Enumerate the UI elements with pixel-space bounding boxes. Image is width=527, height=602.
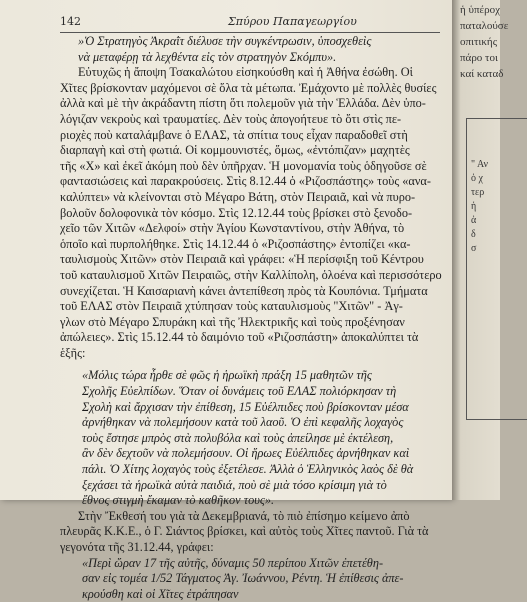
text-line: »Ὁ Στρατηγὸς Ἀκραῒτ διέλυσε τὴν συγκέντρωσιν, ὑποσχεθεὶς: [78, 34, 372, 48]
facing-text-fragment: οπιτικής: [460, 36, 498, 48]
text-line: τοῦ ΕΛΑΣ στὸν Πειραιᾶ χτύπησαν τοὺς καταυλισμοὺς "Χιτῶν" - Ἀγ-: [60, 299, 403, 314]
page-number: 142: [60, 15, 81, 28]
quote-line: πάλι. Ὁ Χίτης λοχαγὸς τοὺς ἐξετέλεσε. Ἀλλὰ ὁ Ἑλληνικὸς λαὸς δὲ θὰ: [82, 462, 414, 477]
quote-line: «Περὶ ὥραν 17 τῆς αὐτῆς, δύναμις 50 περίπου Χιτῶν ἐπετέθη-: [82, 555, 384, 570]
facing-page-box: [466, 118, 527, 420]
quote-line: ἂν δὲν δεχτοῦν νὰ πολεμήσουν. Οἱ ἥρωες Εὐέλπιδες ἀρνήθηκαν καὶ: [82, 446, 410, 461]
facing-page-edge: [452, 0, 509, 500]
text-line: τοῦ καταυλισμοῦ Χιτῶν Πειραιῶς, στὴν Καλλίπολη, ὁλοένα καὶ περισσότερο: [60, 267, 442, 282]
text-line: νὰ μεταφέρῃ τὰ λεχθέντα εἰς τὸν στρατηγὸν Σκόμπυ».: [78, 49, 337, 64]
running-head: Σπύρου Παπαγεωργίου: [228, 15, 357, 28]
text-line: πλευρᾶς Κ.Κ.Ε., ὁ Γ. Σιάντος βρίσκει, καὶ αὐτὸς τοὺς Χῖτες παντοῦ. Γιὰ τὰ: [60, 524, 429, 539]
text-line: ὁποῖο καὶ πυρπολήθηκε. Στὶς 14.12.44 ὁ «Ριζοσπάστης» ἐντοπίζει «κα-: [60, 236, 411, 251]
quote-line: Σχολὴ καὶ ἄρχισαν τὴν ἐπίθεση, 15 Εὐέλπιδες ποὺ βρίσκονταν μέσα: [82, 399, 409, 414]
text-line: Εὐτυχῶς ἡ ἄποψη Τσακαλώτου εἰσηκούσθη καὶ ἡ Ἀθήνα ἐσώθη. Οἱ: [78, 65, 413, 80]
body-text: [60, 34, 442, 602]
facing-box-fragment: δ: [471, 229, 476, 240]
facing-box-fragment: ἀ: [471, 215, 477, 226]
facing-box-fragment: τερ: [471, 187, 485, 198]
text-line: Στὴν Ἔκθεσή του γιὰ τὰ Δεκεμβριανά, τὸ πιὸ ἐπίσημο κείμενο ἀπὸ: [78, 508, 410, 523]
quote-line: ἀρνήθηκαν νὰ πολεμήσουν κατὰ τοῦ λαοῦ. Ὁ ἐπὶ κεφαλῆς λοχαγὸς: [82, 415, 404, 430]
quote-line: Σχολῆς Εὐελπίδων. Ὅταν οἱ δυνάμεις τοῦ ΕΛΑΣ πολιόρκησαν τὴ: [82, 384, 397, 399]
facing-text-fragment: παταλούσε: [460, 20, 509, 32]
text-line: καλύπτει» νὰ κλείνονται στὸ Μέγαρο Βάτη, στὸν Πειραιᾶ, καὶ νὰ πυρο-: [60, 189, 416, 204]
facing-box-fragment: ἡ: [471, 201, 477, 212]
text-line: ριοχὲς ποὺ καταλάμβανε ὁ ΕΛΑΣ, τὰ σπίτια τους εἶχαν παραδοθεῖ στὴ: [60, 127, 408, 142]
facing-box-fragment: ὁ χ: [471, 173, 483, 184]
text-line: λόγιζαν νεκροὺς καὶ τραυματίες. Δὲν τοὺς ἀπογοήτευε τὸ ὅτι στὶς πε-: [60, 111, 402, 126]
page-header: [60, 12, 440, 33]
text-line: διαρπαγὴ καὶ στὴ φωτιά. Οἱ κομμουνιστές, ὅμως, «ἐντόπιζαν» μαχητὲς: [60, 143, 410, 158]
quote-line: ξεχάσει τὰ ἡρωϊκὰ αὐτὰ παιδιά, ποὺ σὲ μιὰ τόσο κρίσιμη γιὰ τὸ: [82, 477, 387, 492]
text-line: γεγονότα τῆς 31.12.44, γράφει:: [60, 540, 214, 554]
text-line: ἑξῆς:: [60, 345, 86, 360]
quote-line: ἔθνος στιγμὴ ἔκαμαν τὸ καθῆκον τους».: [82, 493, 275, 508]
text-line: Χῖτες βρίσκονταν μαχόμενοι σὲ ὅλα τὰ μέτωπα. Ἐμάχοντο μὲ πολλὲς θυσίες: [60, 80, 437, 95]
text-line: χεῖο τῶν Χιτῶν «Δελφοί» στὴν Ἁγίου Κωνσταντίνου, στὴν Ἀθήνα, τὸ: [60, 221, 405, 236]
text-line: συνεχίζεται. Ἡ Καισαριανὴ κάνει ἀντεπίθεση πρὸς τὰ Κουπόνια. Τμήματα: [60, 283, 428, 298]
facing-box-fragment: σ: [471, 243, 477, 254]
text-line: ἀλλὰ καὶ μὲ τὴν ἀκράδαντη πίστη ὅτι πολεμοῦν γιὰ τὴν Ἑλλάδα. Δὲν ὑπο-: [60, 96, 426, 111]
quote-line: σαν εἰς τομέα 1/52 Τάγματος Ἀγ. Ἰωάννου, Ρέντη. Ἡ ἐπίθεσις ἀπε-: [82, 571, 404, 586]
quote-line: τοὺς ἔστησε μπρὸς στὰ πολυβόλα καὶ τοὺς ἀπείλησε μὲ ἐκτέλεση,: [82, 430, 394, 445]
quote-line: «Μόλις τώρα ἦρθε σὲ φῶς ἡ ἡρωϊκὴ πράξη 15 μαθητῶν τῆς: [82, 368, 372, 383]
facing-text-fragment: πάρο τοι: [460, 52, 498, 64]
quote-line: κρούσθη καὶ οἱ Χῖτες ἐτράπησαν: [82, 586, 239, 601]
facing-text-fragment: καί καταδ: [460, 68, 504, 80]
text-line: ταυλισμοὺς Χιτῶν» στὸν Πειραιᾶ καὶ γράφει: «Ἡ περίσφιξη τοῦ Κέντρου: [60, 252, 424, 267]
text-line: τῆς «Χ» καὶ ἐκεῖ ἀκόμη ποὺ δὲν ὑπῆρχαν. Ἡ μονομανία τοὺς ὁδηγοῦσε σὲ: [60, 158, 427, 173]
facing-text-fragment: ἡ ὑπέροχ: [460, 4, 500, 16]
facing-box-fragment: " Αν: [471, 159, 489, 170]
text-line: γλων στὸ Μέγαρο Σπυράκη καὶ τῆς Ἠλεκτρικῆς καὶ τοὺς προξένησαν: [60, 314, 405, 329]
text-line: φαντασιώσεις καὶ παρακρούσεις. Στὶς 8.12.44 ὁ «Ριζοσπάστης» τοὺς «ανα-: [60, 174, 431, 189]
text-line: βολοῦν δολοφονικὰ τὸν κόσμο. Στὶς 12.12.44 τοὺς βρίσκει στὸ ξενοδο-: [60, 205, 413, 220]
text-line: ἀπώλειες». Στὶς 15.12.44 τὸ δαιμόνιο τοῦ «Ριζοσπάστη» ἀποκαλύπτει τὰ: [60, 330, 419, 345]
